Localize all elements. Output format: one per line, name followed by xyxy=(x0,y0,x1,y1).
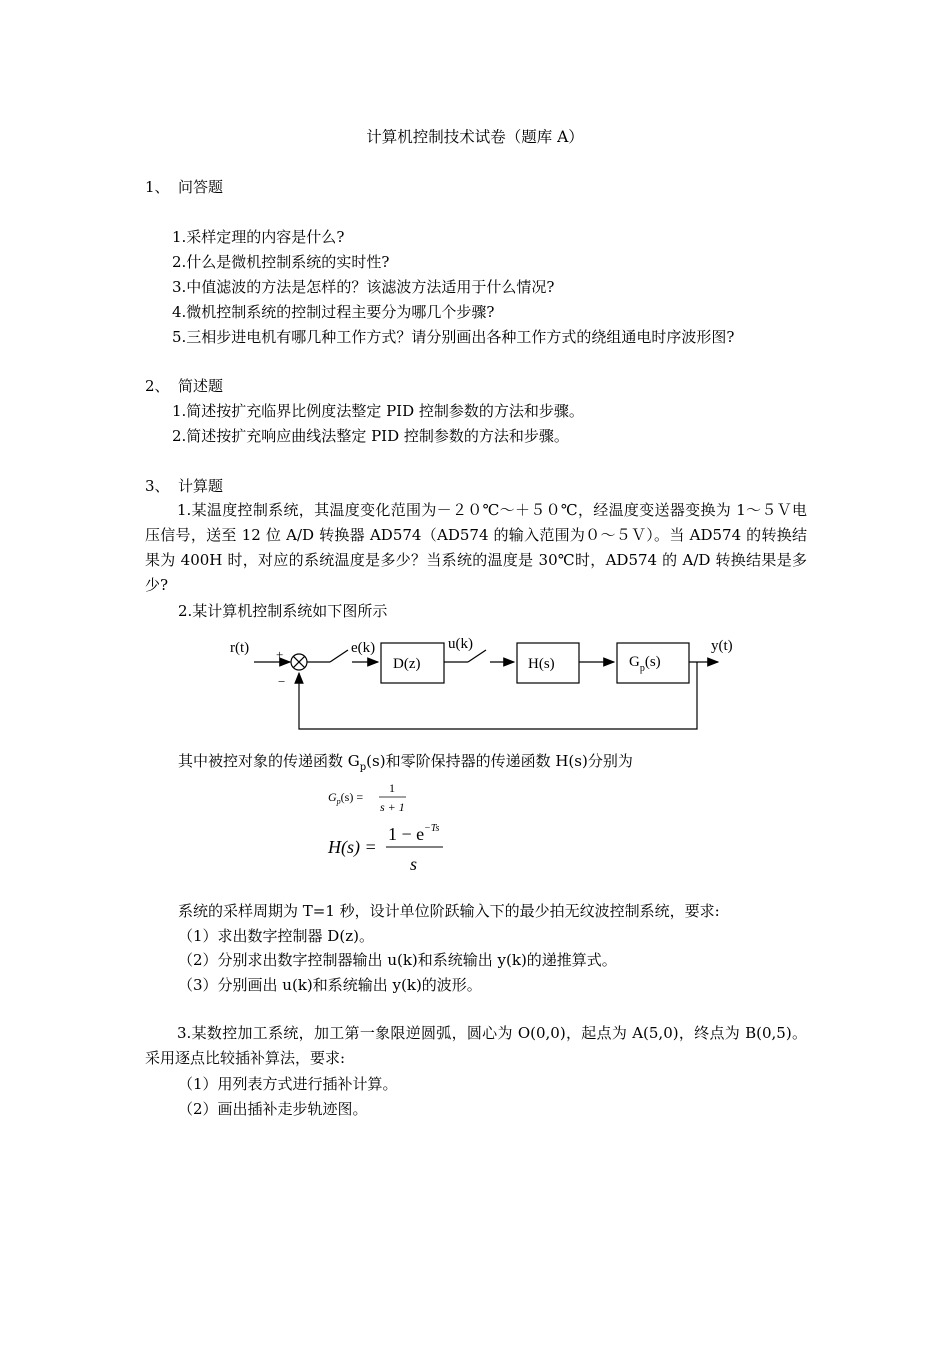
section-1-number: 1、 xyxy=(145,178,170,196)
svg-text:1 − e−Ts: $1 - e^{-Ts}$ xyxy=(388,823,440,844)
block-diagram xyxy=(220,628,740,738)
controller-label: D(z) xyxy=(393,656,421,672)
s3-q2-requirement-intro: 系统的采样周期为 T=1 秒，设计单位阶跃输入下的最少拍无纹波控制系统，要求: xyxy=(178,902,720,920)
svg-text:1: 1 xyxy=(389,781,395,795)
plant-label: $G_p(s)$ xyxy=(629,654,661,674)
s1-question-1: 1.采样定理的内容是什么? xyxy=(172,228,345,246)
hold-label: H(s) xyxy=(528,656,555,672)
sampler-switch-1 xyxy=(330,650,348,662)
section-3-number: 3、 xyxy=(145,477,170,495)
error-label: e(k) xyxy=(351,640,376,656)
formula-h xyxy=(326,818,466,876)
section-2-title: 简述题 xyxy=(178,377,224,395)
s1-question-5: 5.三相步进电机有哪几种工作方式？请分别画出各种工作方式的绕组通电时序波形图? xyxy=(172,328,735,346)
control-label: u(k) xyxy=(448,636,473,652)
section-3-title: 计算题 xyxy=(178,477,224,495)
s3-q3-requirement-1: （1）用列表方式进行插补计算。 xyxy=(178,1075,398,1093)
s1-question-3: 3.中值滤波的方法是怎样的？该滤波方法适用于什么情况? xyxy=(172,278,555,296)
s3-q3-requirement-2: （2）画出插补走步轨迹图。 xyxy=(178,1100,368,1118)
svg-text:s: s xyxy=(410,854,418,874)
s3-q2-requirement-3: （3）分别画出 u(k)和系统输出 y(k)的波形。 xyxy=(178,976,482,994)
s3-question-3: 3.某数控加工系统，加工第一象限逆圆弧，圆心为 O(0,0)，起点为 A(5,0)，终点为 B(0,5)。采用逐点比较插补算法，要求: xyxy=(145,1024,807,1067)
s2-question-2: 2.简述按扩充响应曲线法整定 PID 控制参数的方法和步骤。 xyxy=(172,427,569,445)
s1-question-2: 2.什么是微机控制系统的实时性? xyxy=(172,253,390,271)
s3-q2-description: 其中被控对象的传递函数 $G_p(s)$和零阶保持器的传递函数 H(s)分别为 xyxy=(178,752,633,773)
s3-question-1: 1.某温度控制系统，其温度变化范围为－２０℃～＋５０℃，经温度变送器变换为 1～５Ｖ电压信号，送至 12 位 A/D 转换器 AD574（AD574 的输入范围为０～５Ｖ）。当 AD574 的转换结果为 400H 时，对应的系统温度是多少？当系统的温度是 30℃时，AD574 的 A/D 转换结果是多少? xyxy=(145,501,807,594)
s1-question-4: 4.微机控制系统的控制过程主要分为哪几个步骤? xyxy=(172,303,495,321)
svg-text:H(s) =: H(s) = xyxy=(328,837,377,857)
s3-q2-requirement-2: （2）分别求出数字控制器输出 u(k)和系统输出 y(k)的递推算式。 xyxy=(178,951,617,969)
section-1-title: 问答题 xyxy=(178,178,224,196)
plus-sign: + xyxy=(276,647,284,662)
page-title: 计算机控制技术试卷（题库 A） xyxy=(366,128,584,146)
output-label: y(t) xyxy=(711,638,733,654)
section-2-number: 2、 xyxy=(145,377,170,395)
summing-junction xyxy=(291,654,307,670)
s2-question-1: 1.简述按扩充临界比例度法整定 PID 控制参数的方法和步骤。 xyxy=(172,402,584,420)
input-label: r(t) xyxy=(230,640,250,656)
feedback-path xyxy=(299,662,697,729)
svg-text:s + 1: s + 1 xyxy=(380,800,405,814)
s3-q2-requirement-1: （1）求出数字控制器 D(z)。 xyxy=(178,927,374,945)
formula-gp xyxy=(326,780,446,814)
s3-question-2: 2.某计算机控制系统如下图所示 xyxy=(178,602,388,620)
minus-sign: − xyxy=(278,674,286,689)
svg-text:Gp(s) =: $G_p(s)$ = xyxy=(328,790,364,806)
